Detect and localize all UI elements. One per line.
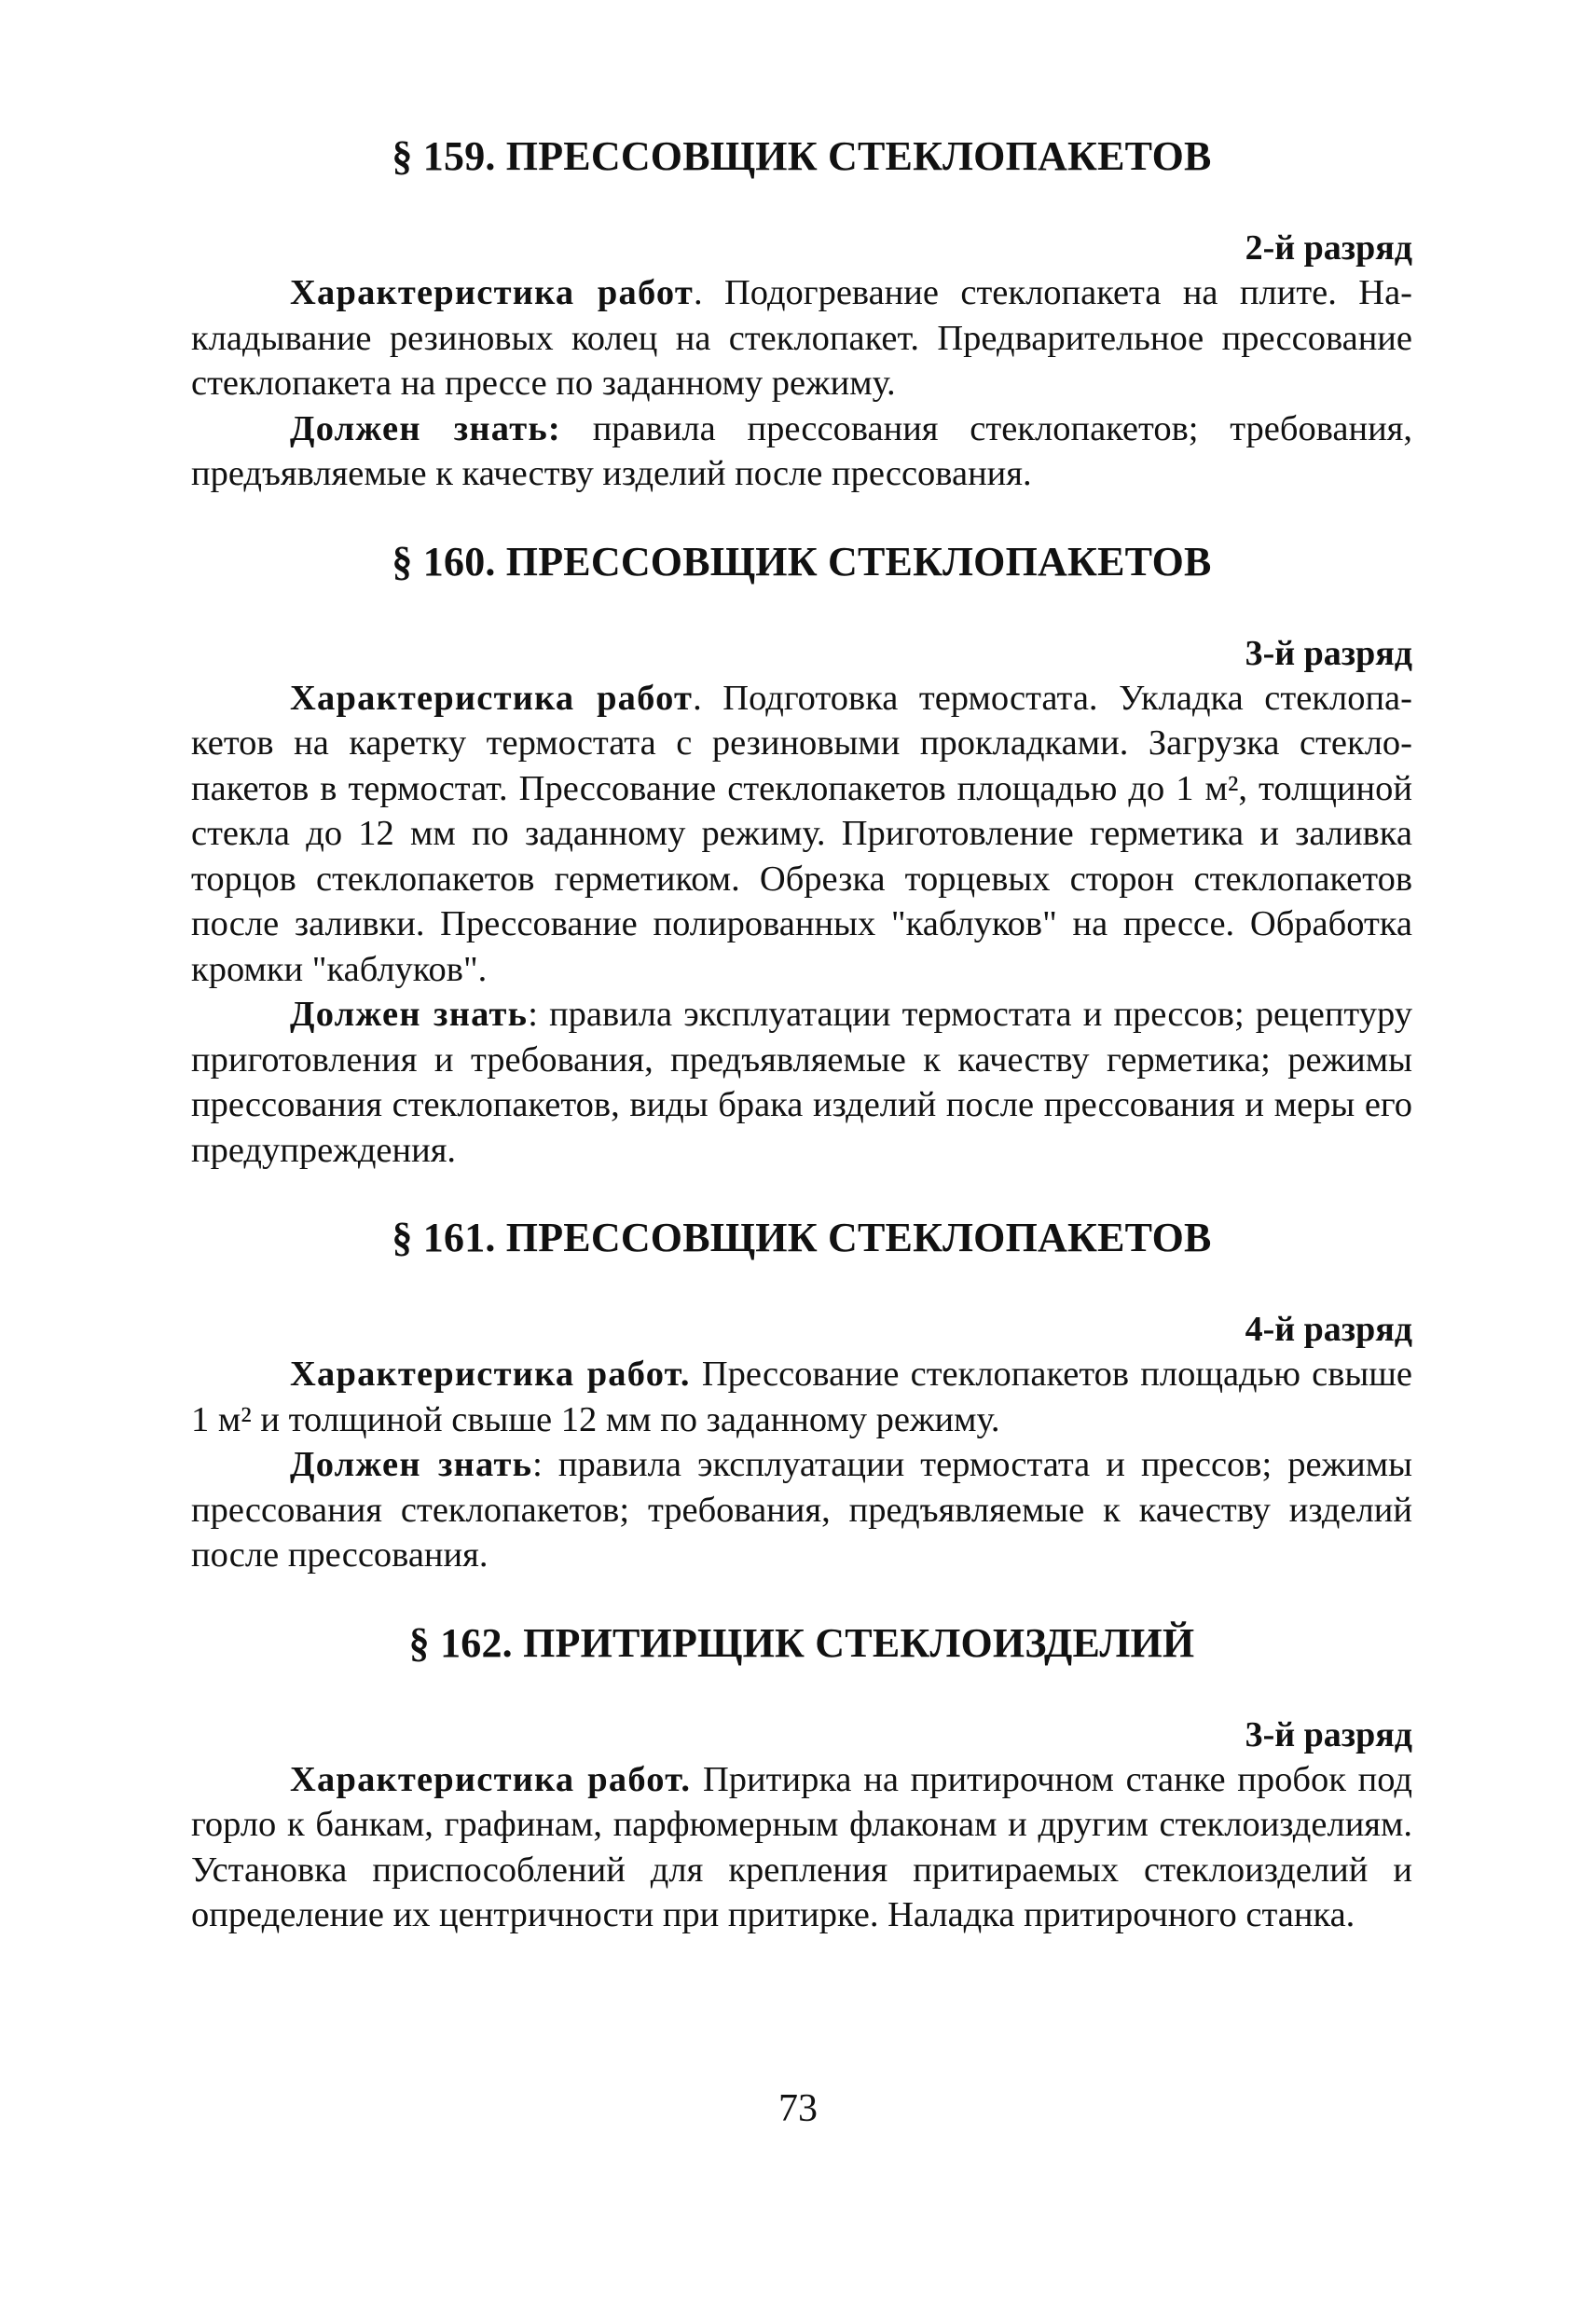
must-know-paragraph bbox=[191, 1442, 1412, 1578]
paragraph-label: Характеристика работ bbox=[290, 678, 694, 718]
grade-label: 2-й разряд bbox=[1245, 228, 1412, 268]
paragraph-label: Должен знать bbox=[290, 1445, 533, 1484]
section-160 bbox=[191, 536, 1412, 1174]
page-number: 73 bbox=[778, 2087, 818, 2130]
must-know-paragraph bbox=[191, 992, 1412, 1173]
section-title: § 162. ПРИТИРЩИК СТЕКЛОИЗДЕЛИЙ bbox=[408, 1619, 1195, 1666]
paragraph-label: Характеристика работ. bbox=[290, 1759, 692, 1799]
paragraph-text: Притирка на притирочном станке пробок под горло к банкам, графинам, парфюмерным флаконам и другим стеклоизделиям. Установка приспособлений для крепления притираемых стеклоизделий и определение их центричности при притирке. Наладка притирочного станка. bbox=[191, 1759, 1412, 1934]
section-161 bbox=[191, 1212, 1412, 1578]
section-title: § 159. ПРЕССОВЩИК СТЕКЛОПАКЕТОВ bbox=[392, 133, 1212, 179]
paragraph-text: правила эксплуатации термостата и прессов; режимы прессования стеклопакетов; требования, предъявляемые к качеству изделий после прессования. bbox=[191, 1445, 1412, 1575]
paragraph-label-separator: : bbox=[528, 995, 538, 1034]
must-know-paragraph bbox=[191, 406, 1412, 497]
grade-label: 3-й разряд bbox=[1245, 633, 1412, 673]
paragraph-label: Должен знать bbox=[290, 995, 529, 1034]
section-title: § 161. ПРЕССОВЩИК СТЕКЛОПАКЕТОВ bbox=[392, 1215, 1212, 1260]
grade-label: 4-й разряд bbox=[1245, 1310, 1412, 1349]
paragraph-text: правила эксплуатации термостата и прессов; рецептуру приготовления и требования, предъявляемые к качеству герметика; режимы прессования стеклопакетов, виды брака изделий после прессования и меры его предупреждения. bbox=[191, 995, 1412, 1170]
section-159 bbox=[191, 131, 1412, 497]
section-title: § 160. ПРЕССОВЩИК СТЕКЛОПАКЕТОВ bbox=[392, 538, 1212, 585]
work-characteristics-paragraph bbox=[191, 676, 1412, 993]
paragraph-text: правила прессования стеклопакетов; требования, предъявляемые к качеству изделий после прессования. bbox=[191, 408, 1413, 493]
grade-label: 3-й разряд bbox=[1245, 1714, 1412, 1754]
work-characteristics-paragraph bbox=[191, 270, 1412, 406]
paragraph-label-separator: . bbox=[693, 273, 703, 312]
paragraph-label: Характеристика работ bbox=[290, 273, 694, 312]
section-162 bbox=[191, 1617, 1412, 1938]
page-body bbox=[191, 131, 1412, 1977]
work-characteristics-paragraph bbox=[191, 1757, 1412, 1938]
paragraph-label: Должен знать: bbox=[290, 408, 561, 448]
paragraph-label-separator: : bbox=[532, 1445, 543, 1484]
paragraph-label-separator: . bbox=[693, 678, 702, 718]
paragraph-label: Характеристика работ. bbox=[290, 1355, 691, 1394]
work-characteristics-paragraph bbox=[191, 1352, 1412, 1442]
paragraph-text: Подготовка термостата. Укладка стеклопакетов на каретку термостата с резиновыми прокладками. Загрузка стеклопакетов в термостат. Прессование стеклопакетов площадью до 1 м², толщиной стекла до 12 мм по заданному режиму. Приготовление герметика и заливка торцов стеклопакетов герметиком. Обрезка торцевых сторон стеклопакетов после заливки. Прессование полированных "каблуков" на прессе. Обработка кромки "каблуков". bbox=[191, 678, 1412, 989]
paragraph-text: Подогревание стеклопакета на плите. Накладывание резиновых колец на стеклопакет. Предварительное прессование стеклопакета на прессе по заданному режиму. bbox=[191, 273, 1412, 403]
paragraph-text: Прессование стеклопакетов площадью свыше 1 м² и толщиной свыше 12 мм по заданному режиму. bbox=[191, 1355, 1413, 1439]
